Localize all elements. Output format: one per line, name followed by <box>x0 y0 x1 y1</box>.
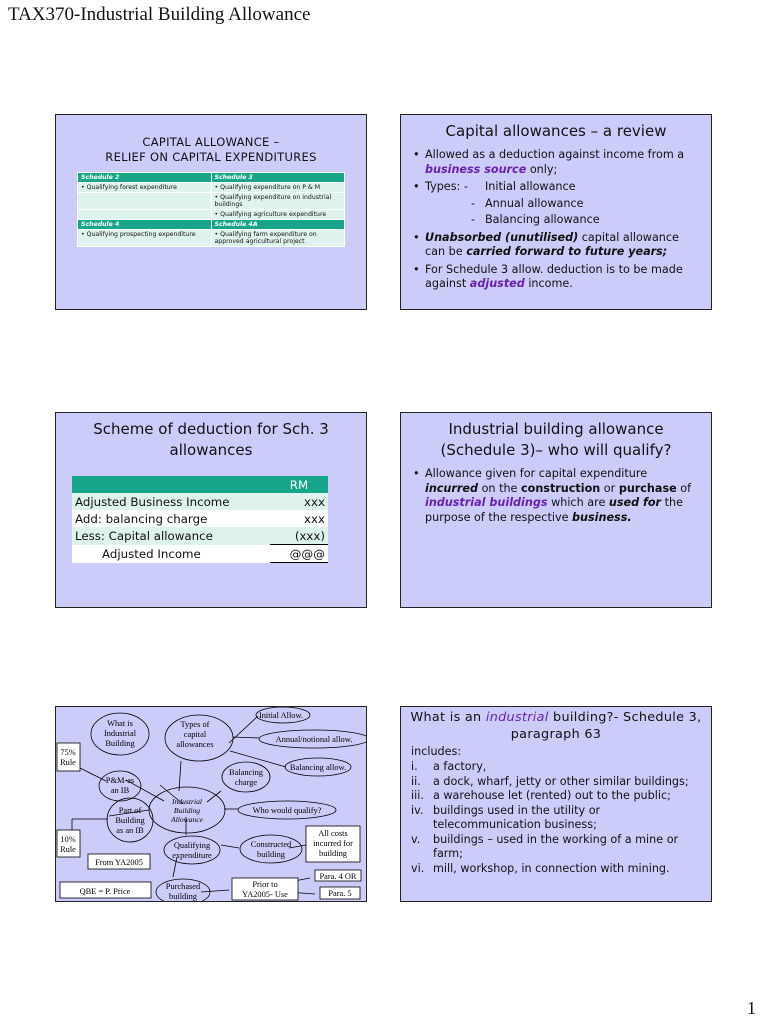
emphasis-text: adjusted <box>469 277 525 290</box>
emphasis-text: carried forward to future years; <box>466 245 668 258</box>
schedule-cell: • Qualifying agriculture expenditure <box>211 210 345 220</box>
node-constructed-line-1: Constructed <box>250 840 292 849</box>
list-item <box>411 775 705 790</box>
schedule-cell: • Qualifying prospecting expenditure <box>78 230 212 247</box>
deduction-label: Adjusted Income <box>72 545 270 563</box>
node-para-4: Para. 4 OR <box>319 872 357 881</box>
numbered-list <box>401 760 711 876</box>
list-text: buildings – used in the working of a mine or farm; <box>433 832 679 860</box>
deduction-label: Less: Capital allowance <box>72 527 270 545</box>
node-pm-line-1: P&M-as <box>105 776 135 785</box>
title-text: building?- Schedule 3, paragraph 63 <box>510 710 702 742</box>
list-text: mill, workshop, in connection with mining. <box>433 861 670 875</box>
schedule-cell: • Qualifying forest expenditure <box>78 183 212 193</box>
node-center-line-2: Building <box>173 806 201 815</box>
node-types-line-3: allowances <box>176 740 214 749</box>
schedule-header-cell: Schedule 4 <box>78 220 212 230</box>
node-center-line-3: Allowance <box>170 815 204 824</box>
node-10-rule-line-2: Rule <box>60 845 76 854</box>
bullet-item <box>413 467 701 525</box>
bullet-text: or <box>600 481 619 495</box>
intro-text: includes: <box>411 745 462 758</box>
node-qualifying-line-2: expenditure <box>172 851 212 860</box>
node-prior-line-1: Prior to <box>252 880 278 889</box>
list-number: iii. <box>411 789 424 802</box>
bullet-list <box>401 467 711 525</box>
type-dash: - <box>471 196 476 210</box>
title-text: What is an <box>410 710 486 725</box>
deduction-header-blank <box>72 476 270 493</box>
schedule-cell: • Qualifying farm expenditure on approved agricultural project <box>211 230 345 247</box>
mindmap-diagram <box>56 707 367 902</box>
bullet-item <box>413 180 701 228</box>
list-item <box>411 760 705 775</box>
bullet-item <box>413 231 701 260</box>
node-para-5: Para. 5 <box>328 889 352 898</box>
node-10-rule-line-1: 10% <box>60 835 76 844</box>
node-balancing-allowance: Balancing allow. <box>289 763 347 772</box>
node-purchased-line-2: building <box>169 892 197 901</box>
bullet-text: of <box>676 481 692 495</box>
node-75-rule-line-2: Rule <box>60 758 76 767</box>
bullet-text: income. <box>524 277 573 290</box>
node-balancing-charge-line-2: charge <box>234 778 258 787</box>
list-number: vi. <box>411 861 425 875</box>
bullet-text: the purpose of the respective <box>425 496 683 524</box>
emphasis-text: Unabsorbed (unutilised) <box>425 230 579 244</box>
bullet-text: which are <box>547 496 609 509</box>
node-what-is-ib-line-3: Building <box>105 739 135 748</box>
types-grid <box>425 180 701 228</box>
page-number: 1 <box>747 998 756 1018</box>
deduction-label: Adjusted Business Income <box>72 493 270 510</box>
bullet-item <box>413 263 701 292</box>
type-dash: - <box>471 213 476 226</box>
emphasis-text: purchase <box>618 481 677 495</box>
node-constructed-line-2: building <box>257 850 285 859</box>
type-item: Annual allowance <box>485 196 584 210</box>
slide-title-line-2: RELIEF ON CAPITAL EXPENDITURES <box>105 150 317 164</box>
list-text: a dock, wharf, jetty or other similar buildings; <box>433 774 689 788</box>
deduction-row <box>72 493 328 510</box>
node-what-is-ib-line-1: What is <box>107 719 133 728</box>
schedule-row <box>78 230 345 247</box>
node-annual-allowance: Annual/notional allow. <box>275 735 353 744</box>
deduction-label: Add: balancing charge <box>72 510 270 527</box>
deduction-amount: @@@ <box>270 545 328 563</box>
schedule-header-row <box>78 173 345 183</box>
slide-iba-who-qualifies <box>400 412 712 608</box>
node-qbe: QBE = P. Price <box>79 887 131 896</box>
bullet-item <box>413 148 701 177</box>
schedule-header-cell: Schedule 3 <box>211 173 345 183</box>
schedule-cell <box>78 210 212 220</box>
slide-title <box>56 135 366 165</box>
emphasis-text: business source <box>425 162 527 176</box>
list-item <box>411 833 705 862</box>
deduction-amount: (xxx) <box>270 527 328 545</box>
bullet-text: Allowance given for capital expenditure <box>425 467 648 480</box>
node-from-ya2005: From YA2005 <box>95 858 143 867</box>
page-title: TAX370-Industrial Building Allowance <box>8 4 311 25</box>
emphasis-text: incurred <box>425 481 479 495</box>
node-pm-line-2: an IB <box>110 786 130 795</box>
bullet-list <box>401 148 711 292</box>
schedule-cell: • Qualifying expenditure on P & M <box>211 183 345 193</box>
node-part-of-line-3: as an IB <box>116 826 144 835</box>
slide-capital-allowance-relief <box>55 114 367 310</box>
list-item <box>411 804 705 833</box>
emphasis-text: construction <box>521 481 601 495</box>
list-item <box>411 862 705 877</box>
slide-title: Scheme of deduction for Sch. 3 allowances <box>93 420 329 459</box>
list-text: a warehouse let (rented) out to the public; <box>433 789 671 802</box>
slide-title: Industrial building allowance (Schedule 3)– who will qualify? <box>440 420 672 459</box>
bullet-text: For Schedule 3 allow. deduction is to be made against <box>425 262 683 290</box>
title-emphasis: industrial <box>485 710 549 725</box>
node-initial-allowance: Initial Allow. <box>258 711 304 720</box>
type-item: Balancing allowance <box>485 213 600 226</box>
schedule-header-row <box>78 220 345 230</box>
deduction-row <box>72 527 328 545</box>
deduction-row <box>72 510 328 527</box>
bullet-text: capital allowance can be <box>425 230 679 258</box>
node-75-rule-line-1: 75% <box>60 748 76 757</box>
schedule-row <box>78 183 345 193</box>
list-number: iv. <box>411 803 424 817</box>
list-number: v. <box>411 832 421 846</box>
node-all-costs-line-2: incurred for <box>313 839 353 848</box>
list-number: i. <box>411 760 418 773</box>
bullet-text: on the <box>478 481 521 495</box>
list-text: buildings used in the utility or telecommunication business; <box>433 803 601 831</box>
bullet-text: only; <box>526 162 558 176</box>
type-item: Initial allowance <box>485 180 576 193</box>
bullet-text: Allowed as a deduction against income from a <box>425 148 685 161</box>
slide-capital-allowances-review <box>400 114 712 310</box>
slide-title: Capital allowances – a review <box>445 122 667 140</box>
list-item <box>411 789 705 804</box>
list-text: a factory, <box>433 760 487 773</box>
node-types-line-2: capital <box>183 730 207 739</box>
node-purchased-line-1: Purchased <box>165 882 201 891</box>
deduction-header-row <box>72 476 328 493</box>
node-qualifying-line-1: Qualifying <box>173 841 211 850</box>
deduction-amount: xxx <box>270 493 328 510</box>
slide-title <box>401 709 711 743</box>
list-number: ii. <box>411 774 421 788</box>
slide-what-is-industrial-building <box>400 706 712 902</box>
deduction-header-amount: RM <box>270 476 328 493</box>
emphasis-text: industrial buildings <box>425 496 548 509</box>
node-prior-line-2: YA2005- Use <box>242 890 288 899</box>
schedule-header-cell: Schedule 2 <box>78 173 212 183</box>
node-part-of-line-1: Part of <box>118 806 142 815</box>
node-center-line-1: Industrial <box>172 797 202 806</box>
slide-title-line-1: CAPITAL ALLOWANCE – <box>142 135 280 149</box>
types-label: • Types: - <box>425 180 468 193</box>
deduction-table <box>72 476 328 563</box>
node-balancing-charge-line-1: Balancing <box>229 768 263 777</box>
node-types-line-1: Types of <box>180 720 210 729</box>
deduction-total-row <box>72 545 328 563</box>
schedule-table <box>77 172 345 247</box>
deduction-amount: xxx <box>270 510 328 527</box>
node-all-costs-line-3: building <box>319 849 347 858</box>
node-who-qualifies: Who would qualify? <box>252 806 322 815</box>
emphasis-text: business. <box>572 510 632 524</box>
schedule-row <box>78 193 345 210</box>
node-what-is-ib-line-2: Industrial <box>103 729 137 738</box>
schedule-header-cell: Schedule 4A <box>211 220 345 230</box>
schedule-row <box>78 210 345 220</box>
slide-scheme-of-deduction <box>55 412 367 608</box>
schedule-cell: • Qualifying expenditure on industrial buildings <box>211 193 345 210</box>
emphasis-text: used for <box>608 496 662 509</box>
node-part-of-line-2: Building <box>115 816 145 825</box>
slide-iba-mindmap <box>55 706 367 902</box>
schedule-cell <box>78 193 212 210</box>
node-all-costs-line-1: All costs <box>318 829 348 838</box>
